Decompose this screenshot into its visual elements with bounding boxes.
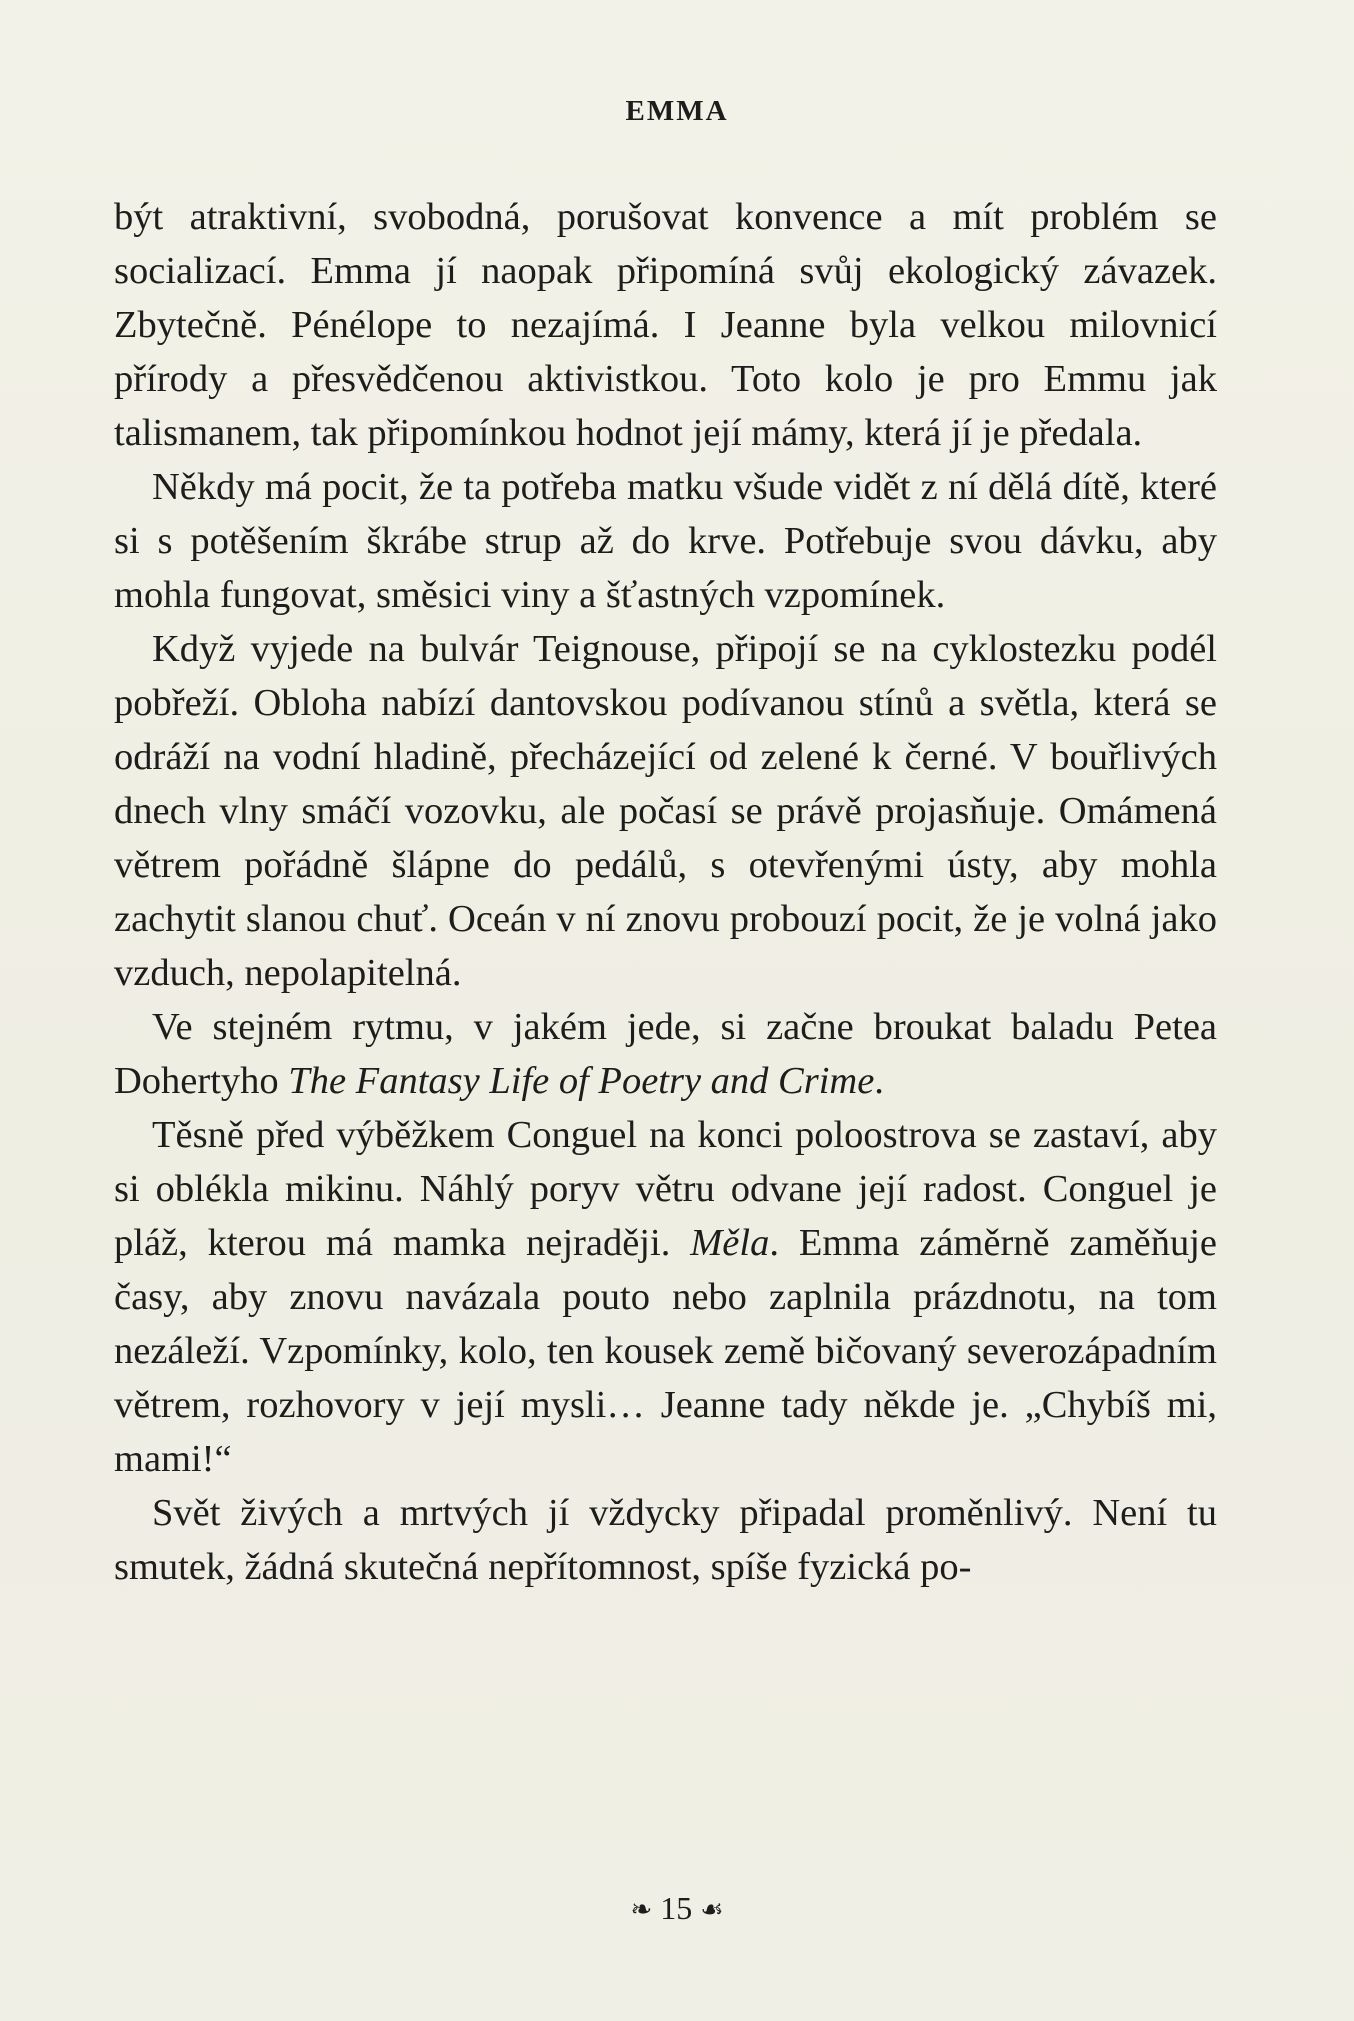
ornament-left-icon: ❧: [630, 1894, 653, 1924]
paragraph: [114, 1108, 1217, 1486]
page-footer: [0, 1890, 1354, 1927]
running-head: EMMA: [625, 95, 729, 127]
paragraph: Někdy má pocit, že ta potřeba matku všude vidět z ní dělá dítě, které si s potěšením škrábe strup až do krve. Potřebuje svou dávku, aby mohla fungovat, směsici viny a šťastných vzpomínek.: [114, 466, 1217, 616]
body-text: [114, 190, 1217, 1594]
paragraph-text: . Emma záměrně zaměňuje časy, aby znovu navázala pouto nebo zaplnila prázdnotu, na tom nezáleží. Vzpomínky, kolo, ten kousek země bičovaný severozápadním větrem, rozhovory v její mysli… Jeanne tady někde je. „Chybíš mi, mami!“: [114, 1222, 1217, 1480]
paragraph: být atraktivní, svobodná, porušovat konvence a mít problém se socializací. Emma jí naopak připomíná svůj ekologický závazek. Zbytečně. Pénélope to nezajímá. I Jeanne byla velkou milovnicí přírody a přesvědčenou aktivistkou. Toto kolo je pro Emmu jak talismanem, tak připomínkou hodnot její mámy, která jí je předala.: [114, 196, 1217, 454]
paragraph-text: Těsně před výběžkem Conguel na konci poloostrova se zastaví, aby si oblékla mikinu. Náhlý poryv větru odvane její radost. Conguel je pláž, kterou má mamka nejraději.: [114, 1114, 1217, 1264]
paragraph-text: .: [874, 1060, 884, 1102]
paragraph: [114, 1000, 1217, 1108]
ornament-right-icon: ☙: [700, 1894, 724, 1924]
paragraph-text: Ve stejném rytmu, v jakém jede, si začne broukat baladu Petea Dohertyho: [114, 1006, 1217, 1102]
song-title: The Fantasy Life of Poetry and Crime: [288, 1060, 875, 1102]
page-number: 15: [660, 1890, 693, 1926]
paragraph: Když vyjede na bulvár Teignouse, připojí se na cyklostezku podél pobřeží. Obloha nabízí dantovskou podívanou stínů a světla, která se odráží na vodní hladině, přecházející od zelené k černé. V bouřlivých dnech vlny smáčí vozovku, ale počasí se právě projasňuje. Omámená větrem pořádně šlápne do pedálů, s otevřenými ústy, aby mohla zachytit slanou chuť. Oceán v ní znovu probouzí pocit, že je volná jako vzduch, nepolapitelná.: [114, 628, 1217, 994]
paragraph: Svět živých a mrtvých jí vždycky připadal proměnlivý. Není tu smutek, žádná skutečná nepřítomnost, spíše fyzická po-: [114, 1492, 1217, 1588]
emphasis: Měla: [690, 1222, 770, 1264]
